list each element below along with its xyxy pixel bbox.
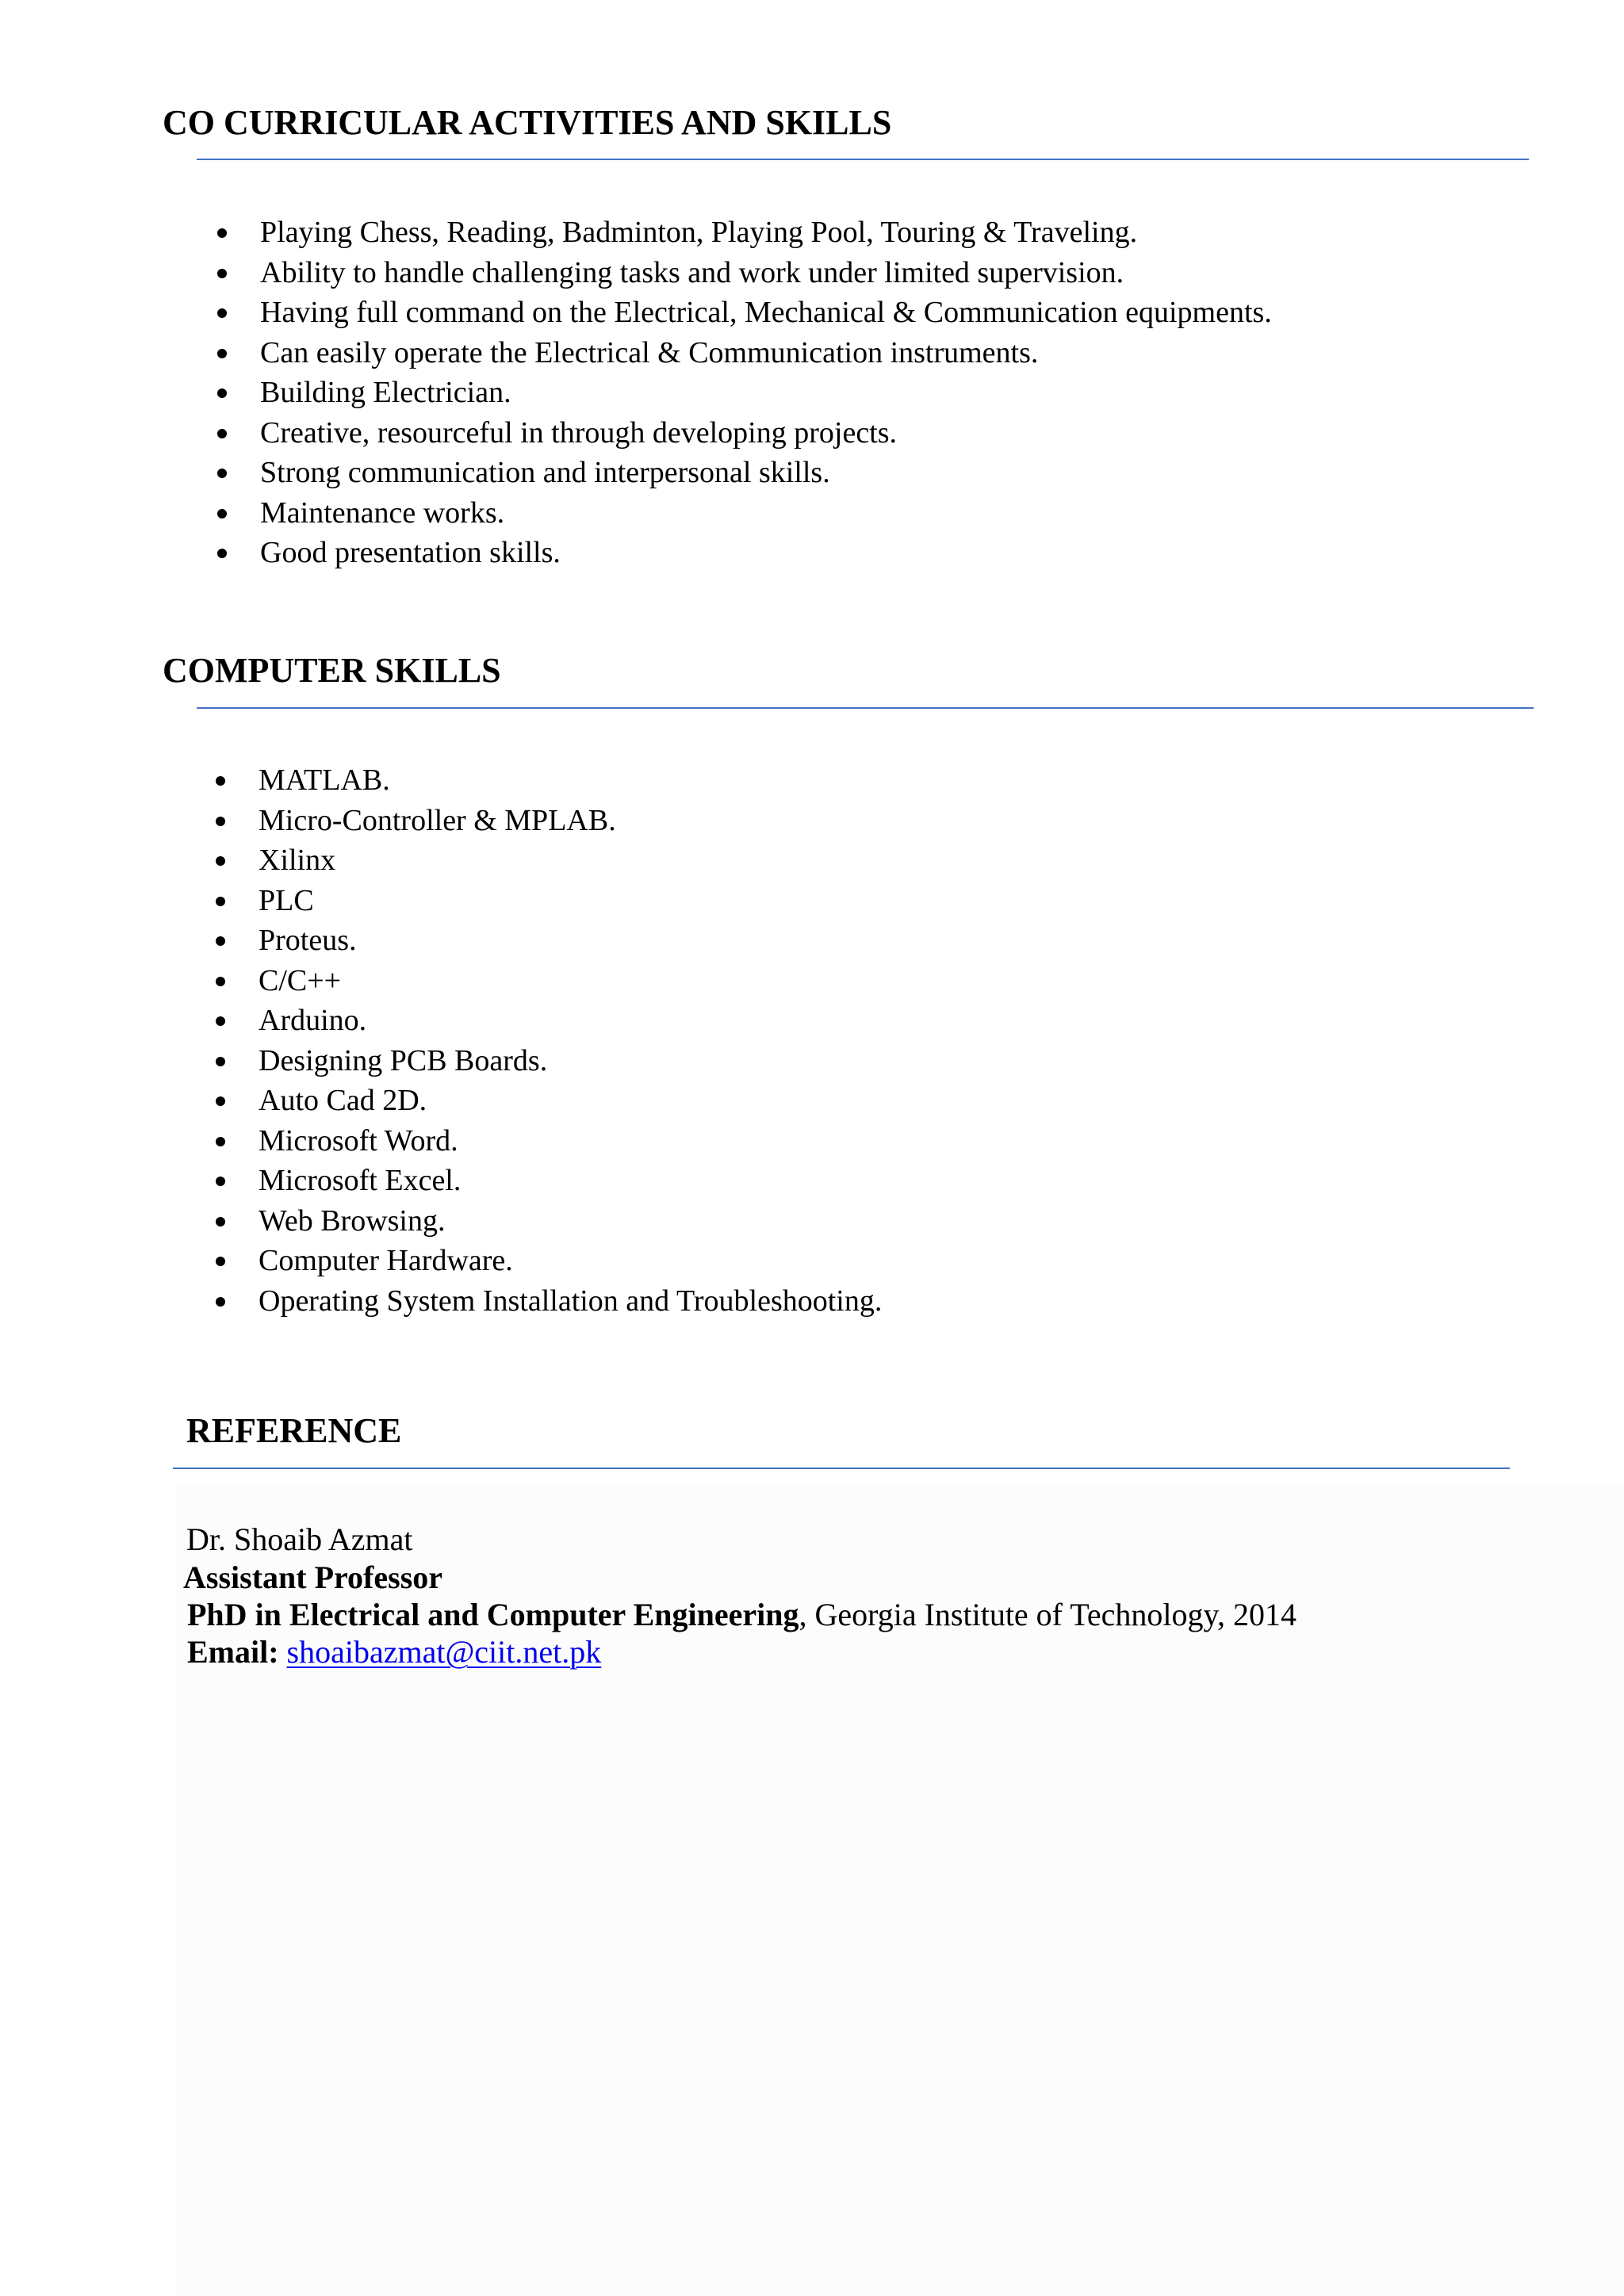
- co-curricular-heading: CO CURRICULAR ACTIVITIES AND SKILLS: [163, 103, 892, 142]
- computer-skills-heading: COMPUTER SKILLS: [163, 651, 501, 690]
- list-item: Operating System Installation and Troubleshooting.: [259, 1281, 882, 1322]
- list-item: C/C++: [259, 961, 882, 1001]
- list-item: Having full command on the Electrical, Mechanical & Communication equipments.: [260, 293, 1272, 333]
- reference-email-line: [187, 1636, 601, 1668]
- list-item: Ability to handle challenging tasks and work under limited supervision.: [260, 253, 1272, 293]
- list-item: Building Electrician.: [260, 373, 1272, 413]
- co-curricular-list: [260, 212, 1272, 573]
- reference-heading: REFERENCE: [186, 1411, 402, 1450]
- list-item: Xilinx: [259, 840, 882, 881]
- list-item: PLC: [259, 881, 882, 921]
- reference-institution: , Georgia Institute of Technology, 2014: [799, 1597, 1297, 1632]
- list-item: Designing PCB Boards.: [259, 1041, 882, 1081]
- reference-email-link[interactable]: shoaibazmat@ciit.net.pk: [286, 1634, 602, 1670]
- list-item: Computer Hardware.: [259, 1241, 882, 1281]
- list-item: Microsoft Excel.: [259, 1161, 882, 1201]
- list-item: Proteus.: [259, 920, 882, 961]
- list-item: MATLAB.: [259, 760, 882, 801]
- reference-name: Dr. Shoaib Azmat: [186, 1521, 413, 1557]
- list-item: Web Browsing.: [259, 1201, 882, 1242]
- co-curricular-divider: [197, 159, 1529, 160]
- list-item: Arduino.: [259, 1001, 882, 1041]
- reference-email-label: Email:: [187, 1634, 279, 1670]
- reference-degree-line: [187, 1599, 1297, 1631]
- list-item: Strong communication and interpersonal skills.: [260, 453, 1272, 493]
- list-item: Microsoft Word.: [259, 1121, 882, 1161]
- list-item: Playing Chess, Reading, Badminton, Playing Pool, Touring & Traveling.: [260, 212, 1272, 253]
- reference-title: Assistant Professor: [183, 1559, 443, 1595]
- list-item: Auto Cad 2D.: [259, 1081, 882, 1121]
- list-item: Good presentation skills.: [260, 533, 1272, 573]
- computer-skills-list: [259, 760, 882, 1321]
- computer-skills-divider: [197, 707, 1534, 709]
- reference-degree: PhD in Electrical and Computer Engineering: [187, 1597, 799, 1632]
- reference-divider: [173, 1468, 1510, 1469]
- list-item: Micro-Controller & MPLAB.: [259, 801, 882, 841]
- list-item: Maintenance works.: [260, 493, 1272, 534]
- list-item: Can easily operate the Electrical & Communication instruments.: [260, 333, 1272, 373]
- list-item: Creative, resourceful in through developing projects.: [260, 413, 1272, 453]
